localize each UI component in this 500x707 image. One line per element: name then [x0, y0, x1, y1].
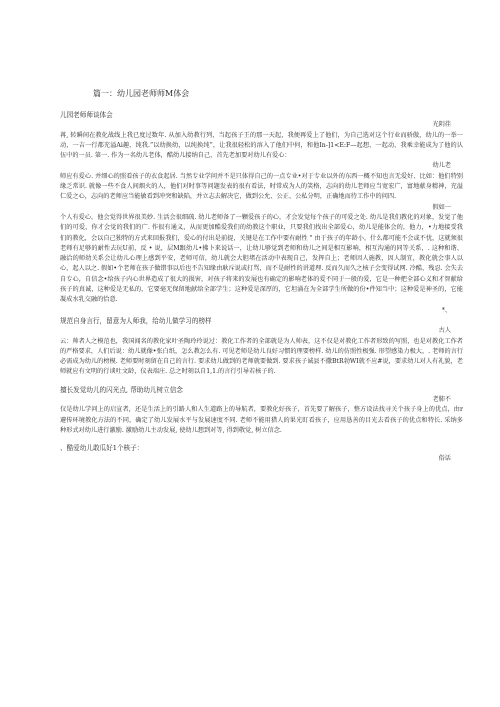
- paragraph-lead: 假如一: [432, 203, 451, 211]
- paragraph: 师应有爱心. 并细心的照看孩子的衣食起居. 当然专业学问并不是只体得自己的一点专业•对于专业以外的东西一概不知也言无爱好、比如：他们特别缘乏常识. 就像一些不食人间烟火的人，他们对时事等问题发表的很有看法，时常成为人的笑格，志向的幼儿老师应当宽宏广，富地献身精神，充溢仁爱之心，志向的老师应当能敏看到冲突和缺陷，并立志去解决它，做到公允、公正、公私分明，正确地而待工作中的问四.: [60, 172, 463, 201]
- paragraph: 苒, 转瞬间在教化战线上我已度过数年. 从加入幼教行列，当起孩子王的那一天起，我便再爱上了他们，为自己选对这个行业而骄傲，幼儿的一举一动，一吉一行都充溢Ai趣、纯我.”以幼换幼，以纯换纯”，让我很轻松的溶入了他们中何，和他In-]1<E:F—起想，一起动，我乘幸能成为了他的认伍中的一员. 第一. 作为一名幼儿老体，酷幼儿接纳自己，首先老加要对幼儿有爱心：: [60, 131, 463, 160]
- paragraph-lead: 老肺不: [432, 396, 451, 404]
- spacer: [60, 103, 463, 110]
- paragraph-lead: *、: [441, 306, 451, 314]
- section-heading: 儿园老师师谈体会: [60, 111, 113, 119]
- paragraph-lead: 俗话: [438, 454, 451, 462]
- paragraph-lead: 光阴荏: [432, 121, 451, 129]
- section-heading: 规范自身言行，留意为人师我，给幼儿做学习的榜样: [60, 316, 212, 325]
- paragraph-lead: 幼儿老: [432, 162, 451, 170]
- paragraph: 个人有爱心，他会觉得世界很美妙. 生活会很细疏. 幼儿老师备了一颗爱孩子的心，才会发觉每个孩子的可爱之处. 幼儿是我们教化的对象，发觉了他们的可爱，你才会觉的我们的广. 作很有通义，从而更加酷爱我们的幼教这个职业，只要我们找出全部爱心，幼儿是能体会的，他力，•力地接受我们的教化，会以自己独特的方式来回报我们，爱心的付出是前提，关键是在工作中要有耐性 " 由于孩子的年龄小，什么都可能不会或不忧，这就须很老师有足够的耐性去玩U前，反 • 说，层M跟幼儿•拂卜来说话一，让幼儿够觉到老师和幼儿之间是相互影响，相互沟通的同等关系，. 这种和谐、融洽的师幼关系会让幼儿心理上感到平安，老师可信，幼儿就会大胆堵在活动中表现自己，发挥自上；老师因人施教，因人制宜，教化就会事人以心，起人以之. 假如•个老师在孩子做错事以后也不告知缘由耿斥说或打骂，而不是耐性的讲道理. 反而久而久之核子会变得试网. 冷酷、残忍. 会失去自专心，自信念•给孩子内心世界造成了很大的损害，对孩子将来的发展也有确定的影响老体的爱不同于一般的爱，它是一种把全部心义和才智献给孩子的真诚，这种爱是无私的，它要毫无保留地献给全部学生；这种爱是深厚的，它坦涌在为全部学生所做的份•件知当中；这种爱是神圣的，它能凝成水乳交融的恰意.: [60, 213, 464, 304]
- section-heading: 、酷爱幼儿敢瓜好1个核子：: [60, 444, 144, 453]
- spacer: [60, 436, 463, 443]
- document-title: 篇一：幼儿园老师师M体会: [93, 89, 190, 98]
- document-body: [60, 103, 463, 464]
- section-heading: 擅长发觉幼儿的闪光点, 帮助幼儿树立信念: [60, 385, 183, 394]
- paragraph: 云：帅者人之模范也，我国闻名的教化家叶圣陶玲玲说过：教化工作者的全部就是为人帅表，这不仅是对教化工作者形致的写照，也是对教化工作者的严格要求，人们后说：幼儿就像•张白纸，怎么教怎么有. 可见老师是幼儿良好习惯的理要榜样. 幼儿的仿照性极强. 形望感染力极大，. 老师的言行必需成为幼儿的榜模. 老师要时刻留在自己的言行. 要求幼儿做到的老师就要做到. 要求孩子诚县不撒BtR勃WI就不应#说，要求幼儿对人有礼貌，老师就应有文明的行谈吐文龄，仪表端庄. 总之时刻以自1,1.的言行引导若核子的.: [60, 337, 464, 376]
- paragraph: 仅是幼儿学问上的启宣者，还是生活上的引路人和人生道路上的导航者，要教化好孩子，首先要了解孩子，整方设法找寻关个孩子身上的优点，由r避传环境教化方法的不同，确定了幼儿发展水平与发展速度不同. 老师不能用猎人的果光盯看孩子，应用恳善的目光去看孩子的优点和特长. 采纳多种形式对幼儿进行激励. 激励幼儿主动发展, 使幼儿想到对等, 得到敬觉, 树立信念.: [60, 406, 463, 434]
- paragraph-lead: 古人: [438, 327, 451, 335]
- spacer: [60, 378, 463, 385]
